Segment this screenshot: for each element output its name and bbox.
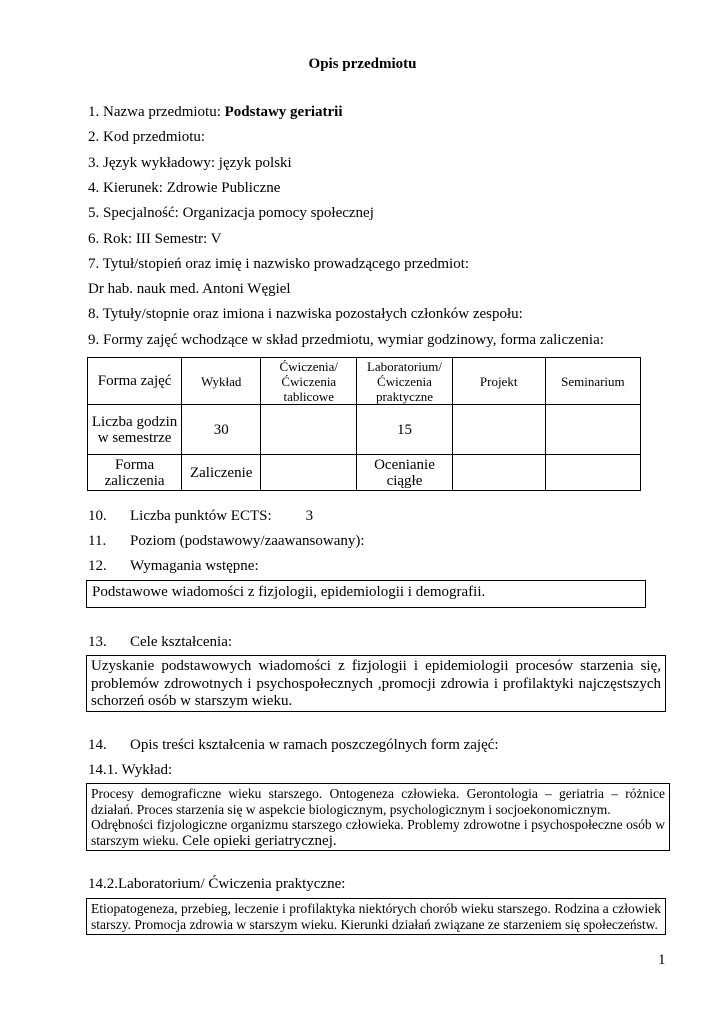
lecture-text-2a: Odrębności fizjologiczne organizmu starszego człowieka. Problemy zdrowotne i psychospołeczne osób w starszym wieku. — [91, 817, 665, 848]
prerequisites-line — [88, 558, 259, 575]
field-line: 4. Kierunek: Zdrowie Publiczne — [88, 180, 281, 196]
table-cell: Zaliczenie — [182, 455, 261, 491]
instructor-label-line: 7. Tytuł/stopień oraz imię i nazwisko prowadzącego przedmiot: — [88, 256, 470, 272]
table-cell — [545, 455, 640, 491]
table-header-cell: Ćwiczenia/ Ćwiczenia tablicowe — [261, 358, 357, 405]
table-header-cell: Seminarium — [545, 358, 640, 405]
ects-label: Liczba punktów ECTS: — [130, 508, 272, 524]
forms-line: 9. Formy zajęć wchodzące w skład przedmiotu, wymiar godzinowy, forma zaliczenia: — [88, 332, 604, 348]
content-label: Opis treści kształcenia w ramach poszczególnych form zajęć: — [130, 737, 499, 753]
course-name-value: Podstawy geriatrii — [224, 104, 343, 120]
goals-box — [86, 655, 666, 712]
goals-text: Uzyskanie podstawowych wiadomości z fizjologii i epidemiologii procesów starzenia się, problemów zdrowotnych i psychospołecznych ,promocji zdrowia i profilaktyki najczęstszych schorzeń osób w starszym wieku. — [91, 658, 661, 709]
specialty-line: 5. Specjalność: Organizacja pomocy społecznej — [88, 205, 374, 221]
ects-line — [88, 508, 313, 525]
team-members-line: 8. Tytuły/stopnie oraz imiona i nazwiska pozostałych członków zespołu: — [88, 306, 523, 322]
lecture-text-2b: Cele opieki geriatrycznej. — [182, 832, 337, 849]
language-line: 3. Język wykładowy: język polski — [88, 155, 292, 171]
lab-box — [86, 898, 666, 935]
lecture-box — [86, 783, 670, 851]
table-cell: Liczba godzin w semestrze — [88, 405, 182, 455]
table-cell — [261, 455, 357, 491]
section-number: 10. — [88, 508, 107, 524]
prerequisites-box — [86, 580, 646, 608]
lecture-heading: 14.1. Wykład: — [88, 762, 173, 778]
page-number: 1 — [658, 952, 666, 968]
content-line — [88, 737, 499, 754]
section-number: 12. — [88, 558, 107, 574]
section-number: 14. — [88, 737, 107, 753]
level-line — [88, 533, 365, 550]
table-row — [88, 455, 641, 491]
table-row — [88, 405, 641, 455]
table-cell — [452, 405, 545, 455]
ects-value: 3 — [305, 508, 314, 524]
course-forms-table — [87, 357, 641, 491]
table-cell — [545, 405, 640, 455]
section-number: 13. — [88, 634, 107, 650]
lab-text: Etiopatogeneza, przebieg, leczenie i profilaktyka niektórych chorób wieku starszego. Rodzina a człowiek starszy. Promocja zdrowia w starszym wieku. Kierunki działań związane ze starzeniem się społeczeństw. — [91, 901, 661, 932]
table-cell: Ocenianie ciągłe — [357, 455, 452, 491]
prerequisites-text: Podstawowe wiadomości z fizjologii, epidemiologii i demografii. — [92, 584, 486, 600]
table-header-cell: Wykład — [182, 358, 261, 405]
table-cell — [261, 405, 357, 455]
table-header-cell: Forma zajęć — [88, 358, 182, 405]
goals-line — [88, 634, 232, 651]
table-header-cell: Projekt — [452, 358, 545, 405]
instructor-name-line: Dr hab. nauk med. Antoni Węgiel — [88, 281, 291, 297]
table-cell: Forma zaliczenia — [88, 455, 182, 491]
table-header-row — [88, 358, 641, 405]
year-semester-line: 6. Rok: III Semestr: V — [88, 231, 222, 247]
prerequisites-label: Wymagania wstępne: — [130, 558, 259, 574]
table-cell: 15 — [357, 405, 452, 455]
lecture-text-2 — [91, 817, 665, 849]
course-name-line — [88, 104, 343, 121]
course-code-line: 2. Kod przedmiotu: — [88, 129, 206, 145]
table-cell — [452, 455, 545, 491]
table-cell: 30 — [182, 405, 261, 455]
page-title: Opis przedmiotu — [308, 56, 417, 72]
lecture-text-1: Procesy demograficzne wieku starszego. Ontogeneza człowieka. Gerontologia – geriatria – różnice działań. Proces starzenia się w aspekcie biologicznym, psychologicznym i socjoekonomicznym. — [91, 786, 665, 817]
lab-heading: 14.2.Laboratorium/ Ćwiczenia praktyczne: — [88, 876, 346, 892]
table-header-cell: Laboratorium/ Ćwiczenia praktyczne — [357, 358, 452, 405]
section-number: 11. — [88, 533, 107, 549]
level-label: Poziom (podstawowy/zaawansowany): — [130, 533, 365, 549]
goals-label: Cele kształcenia: — [130, 634, 233, 650]
course-name-label: 1. Nazwa przedmiotu: — [88, 104, 225, 120]
